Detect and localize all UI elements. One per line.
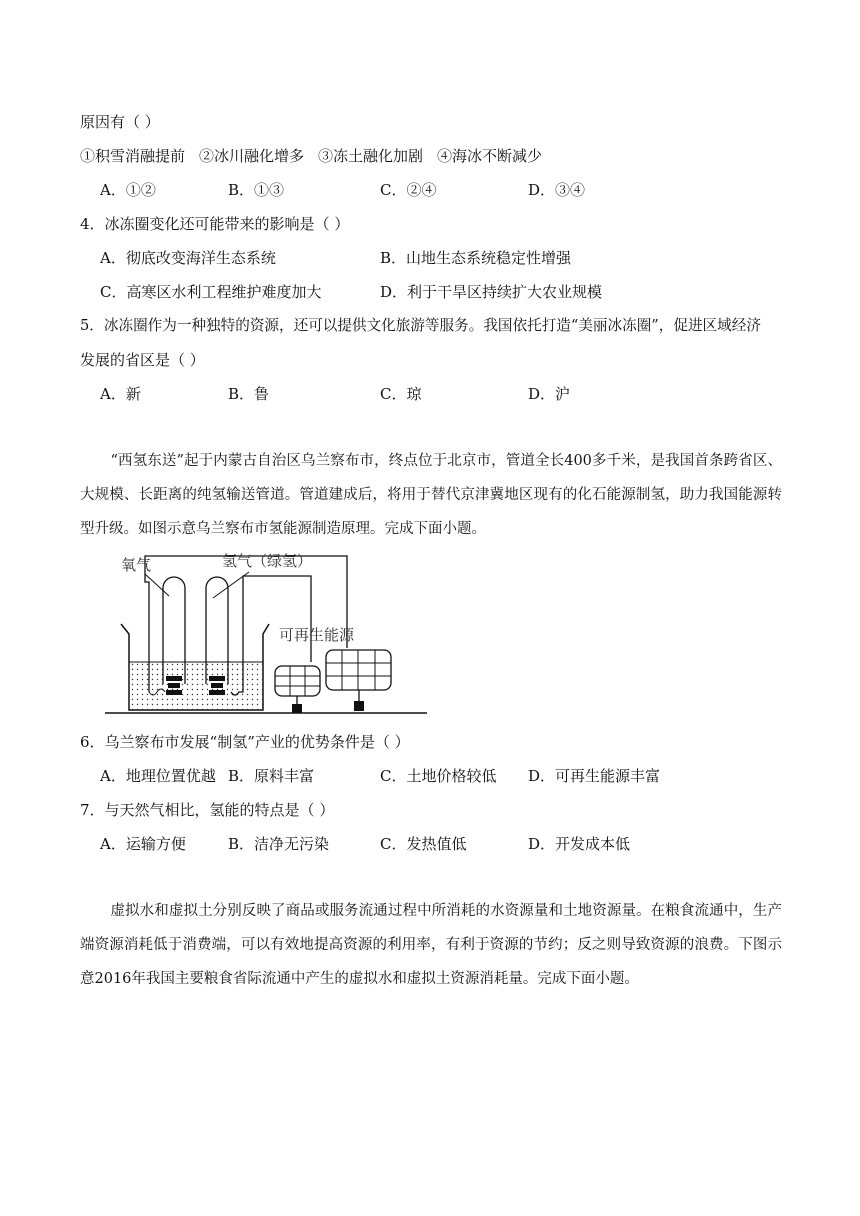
q4-option-c[interactable]: C．高寒区水利工程维护难度加大 bbox=[100, 283, 322, 301]
q4-option-d[interactable]: D．利于干旱区持续扩大农业规模 bbox=[380, 283, 603, 301]
q6-option-c[interactable]: C．土地价格较低 bbox=[380, 767, 497, 785]
label-hydrogen: 氢气（绿氢） bbox=[222, 553, 313, 570]
q4-stem: 4．冰冻圈变化还可能带来的影响是（ ） bbox=[80, 215, 350, 233]
q3-statements bbox=[80, 146, 542, 166]
q6-option-a[interactable]: A．地理位置优越 bbox=[100, 767, 216, 785]
electrolysis-diagram bbox=[105, 552, 430, 717]
passage-virtual-water: 虚拟水和虚拟土分别反映了商品或服务流通过程中所消耗的水资源量和土地资源量。在粮食流通中，生产端资源消耗低于消费端，可以有效地提高资源的利用率，有利于资源的节约；反之则导致资源的浪费。下图示意2016年我国主要粮食省际流通中产生的虚拟水和虚拟土资源消耗量。完成下面小题。 bbox=[80, 903, 782, 987]
q7-stem: 7．与天然气相比，氢能的特点是（ ） bbox=[80, 801, 335, 819]
beaker bbox=[121, 624, 269, 710]
q3-option-d[interactable]: D．③④ bbox=[528, 181, 586, 199]
q3-statement-2: ②冰川融化增多 bbox=[199, 147, 305, 165]
q4-option-a[interactable]: A．彻底改变海洋生态系统 bbox=[100, 249, 276, 267]
q7-option-a[interactable]: A．运输方便 bbox=[100, 835, 186, 853]
cathode-electrode bbox=[209, 676, 225, 695]
label-oxygen: 氧气 bbox=[121, 557, 152, 574]
q6-option-d[interactable]: D．可再生能源丰富 bbox=[528, 767, 661, 785]
q3-statement-4: ④海冰不断减少 bbox=[437, 147, 543, 165]
q3-statement-1: ①积雪消融提前 bbox=[80, 147, 186, 165]
solar-panel-large bbox=[326, 650, 391, 711]
q3-option-b[interactable]: B．①③ bbox=[228, 181, 285, 199]
q7-option-b[interactable]: B．洁净无污染 bbox=[228, 835, 330, 853]
q3-option-a[interactable]: A．①② bbox=[100, 181, 156, 199]
q3-stem-tail: 原因有（ ） bbox=[80, 113, 160, 131]
q7-option-c[interactable]: C．发热值低 bbox=[380, 835, 467, 853]
q6-stem: 6．乌兰察布市发展“制氢”产业的优势条件是（ ） bbox=[80, 733, 410, 751]
q5-option-a[interactable]: A．新 bbox=[100, 385, 141, 403]
q6-option-b[interactable]: B．原料丰富 bbox=[228, 767, 315, 785]
solar-panel-small bbox=[275, 666, 320, 713]
passage-hydrogen: “西氢东送”起于内蒙古自治区乌兰察布市，终点位于北京市，管道全长400多千米，是我国首条跨省区、大规模、长距离的纯氢输送管道。管道建成后，将用于替代京津冀地区现有的化石能源制氢，助力我国能源转型升级。如图示意乌兰察布市氢能源制造原理。完成下面小题。 bbox=[80, 453, 782, 537]
q7-option-d[interactable]: D．开发成本低 bbox=[528, 835, 631, 853]
q5-option-c[interactable]: C．琼 bbox=[380, 385, 422, 403]
q5-option-d[interactable]: D．沪 bbox=[528, 385, 571, 403]
q3-option-c[interactable]: C．②④ bbox=[380, 181, 437, 199]
label-renewable-energy: 可再生能源 bbox=[279, 627, 355, 644]
q5-option-b[interactable]: B．鲁 bbox=[228, 385, 270, 403]
q5-stem-line1: 5．冰冻圈作为一种独特的资源，还可以提供文化旅游等服务。我国依托打造“美丽冰冻圈”，促进区域经济 bbox=[80, 317, 761, 334]
q5-stem-line2: 发展的省区是（ ） bbox=[80, 351, 205, 369]
q4-option-b[interactable]: B．山地生态系统稳定性增强 bbox=[380, 249, 572, 267]
q3-statement-3: ③冻土融化加剧 bbox=[318, 147, 424, 165]
anode-electrode bbox=[166, 676, 182, 695]
